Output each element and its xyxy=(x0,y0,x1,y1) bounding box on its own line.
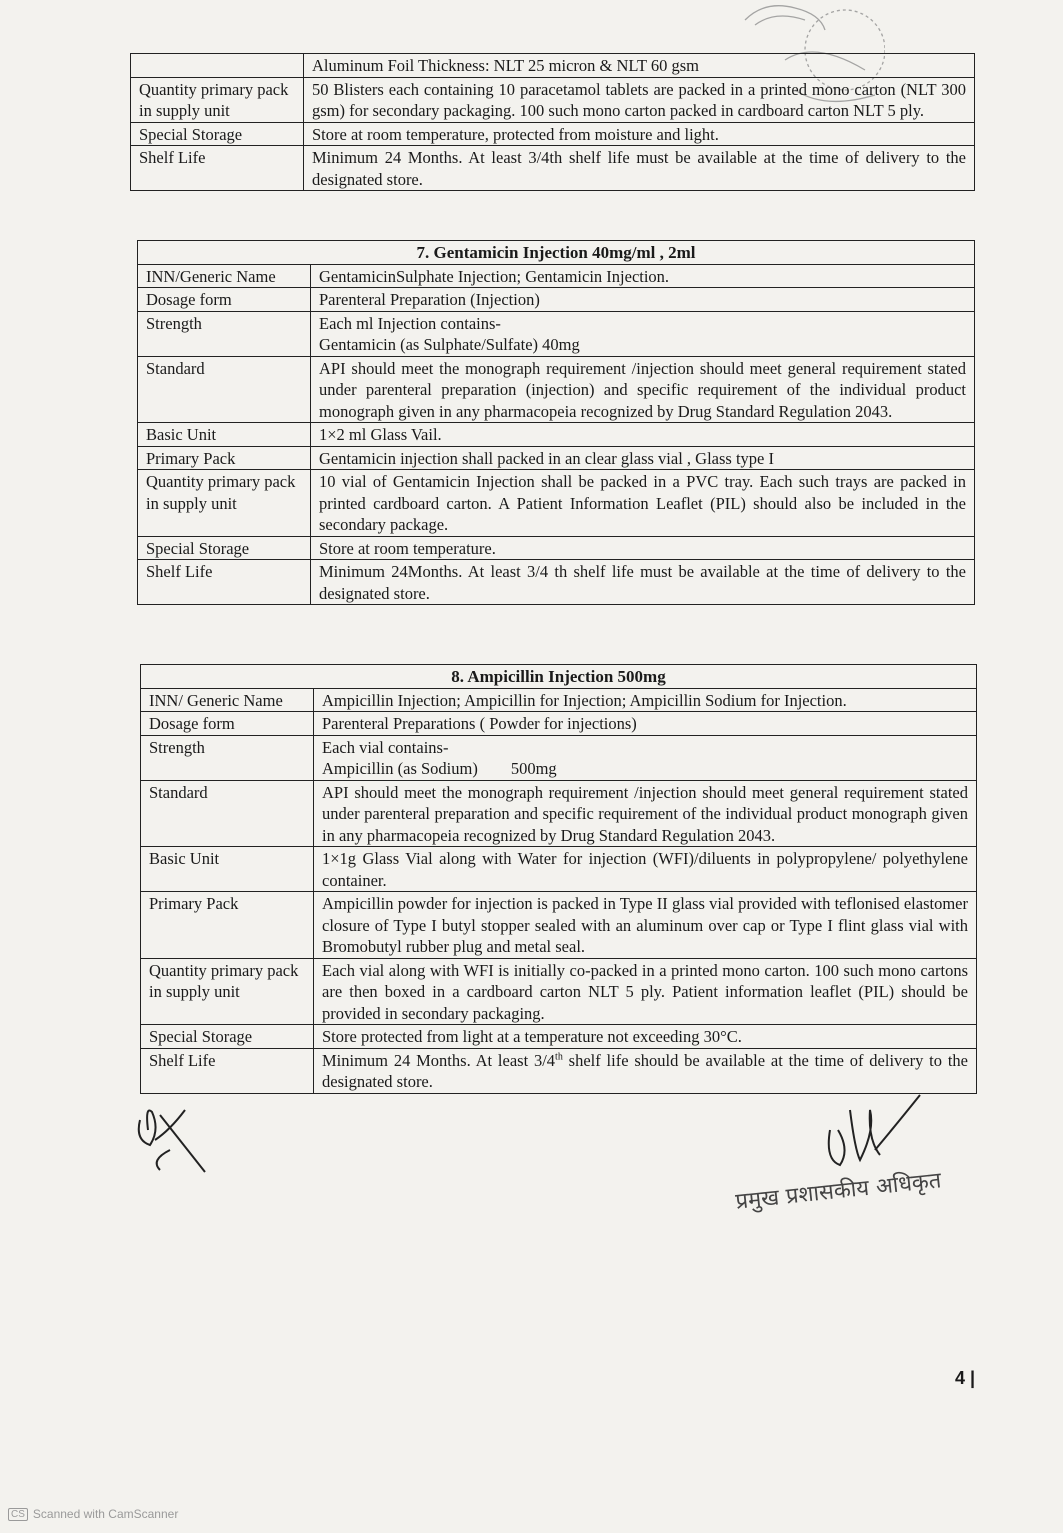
row-value: Store at room temperature. xyxy=(311,536,975,560)
row-value-line2: Gentamicin (as Sulphate/Sulfate) 40mg xyxy=(319,335,580,354)
row-key: Primary Pack xyxy=(138,446,311,470)
table-row xyxy=(141,712,977,736)
row-key: Basic Unit xyxy=(141,847,314,892)
row-value: 1×2 ml Glass Vail. xyxy=(311,423,975,447)
page-number: 4 | xyxy=(955,1368,976,1388)
row-key: Primary Pack xyxy=(141,892,314,959)
left-signature-icon xyxy=(130,1100,220,1180)
table-title-row xyxy=(141,665,977,689)
row-key: Dosage form xyxy=(138,288,311,312)
row-key: Dosage form xyxy=(141,712,314,736)
row-value: GentamicinSulphate Injection; Gentamicin Injection. xyxy=(311,264,975,288)
table-row xyxy=(141,735,977,780)
table-title-row xyxy=(138,241,975,265)
row-value: 10 vial of Gentamicin Injection shall be packed in a PVC tray. Each such trays are packed in printed cardboard carton. A Patient Information Leaflet (PIL) should also be included in the secondary package. xyxy=(311,470,975,537)
table-row xyxy=(131,122,975,146)
row-key: Standard xyxy=(141,780,314,847)
ampicillin-spec-table xyxy=(140,664,977,1094)
table-row xyxy=(138,560,975,605)
row-value: Ampicillin Injection; Ampicillin for Injection; Ampicillin Sodium for Injection. xyxy=(314,688,977,712)
row-key: Shelf Life xyxy=(138,560,311,605)
row-key: Quantity primary pack in supply unit xyxy=(141,958,314,1025)
row-key: Strength xyxy=(138,311,311,356)
table-row xyxy=(141,892,977,959)
gentamicin-spec-table xyxy=(137,240,975,605)
row-value: API should meet the monograph requirement /injection should meet general requirement stated under parenteral preparation and specific requirement of the individual product monograph given in any pharmacopeia recognized by Drug Standard Regulation 2043. xyxy=(314,780,977,847)
row-value: Minimum 24Months. At least 3/4 th shelf life must be available at the time of delivery to the designated store. xyxy=(311,560,975,605)
row-key: Quantity primary pack in supply unit xyxy=(131,77,304,122)
table-row xyxy=(141,847,977,892)
row-value: Each vial along with WFI is initially co-packed in a printed mono carton. 100 such mono cartons are then boxed in a cardboard carton NLT 5 ply. Patient information leaflet (PIL) should be provided in secondary packaging. xyxy=(314,958,977,1025)
row-key: Basic Unit xyxy=(138,423,311,447)
row-key: INN/ Generic Name xyxy=(141,688,314,712)
table-row xyxy=(138,288,975,312)
table-row xyxy=(138,536,975,560)
table-row xyxy=(138,423,975,447)
table-title: 8. Ampicillin Injection 500mg xyxy=(141,665,977,689)
table-row xyxy=(131,146,975,191)
row-key: Strength xyxy=(141,735,314,780)
table-row xyxy=(138,446,975,470)
camscanner-footer xyxy=(8,1507,178,1521)
officer-signature-text: प्रमुख प्रशासकीय अधिकृत xyxy=(734,1168,943,1215)
row-key: Standard xyxy=(138,356,311,423)
table-row xyxy=(141,1048,977,1093)
table-row xyxy=(131,54,975,78)
row-key: INN/Generic Name xyxy=(138,264,311,288)
table-row xyxy=(141,688,977,712)
row-value: Aluminum Foil Thickness: NLT 25 micron & NLT 60 gsm xyxy=(304,54,975,78)
row-value: Store at room temperature, protected from moisture and light. xyxy=(304,122,975,146)
row-key: Special Storage xyxy=(141,1025,314,1049)
row-value: Gentamicin injection shall packed in an clear glass vial , Glass type I xyxy=(311,446,975,470)
row-value: Ampicillin powder for injection is packed in Type II glass vial provided with teflonised elastomer closure of Type I butyl stopper sealed with an aluminum over cap or Type I flint glass vial with Bromobutyl rubber plug and metal seal. xyxy=(314,892,977,959)
row-value: Parenteral Preparation (Injection) xyxy=(311,288,975,312)
table-row xyxy=(138,264,975,288)
table-row xyxy=(141,780,977,847)
row-key: Shelf Life xyxy=(131,146,304,191)
row-value: Minimum 24 Months. At least 3/4th shelf life must be available at the time of delivery to the designated store. xyxy=(304,146,975,191)
table-row xyxy=(131,77,975,122)
row-value: Parenteral Preparations ( Powder for injections) xyxy=(314,712,977,736)
table-row xyxy=(138,356,975,423)
row-value: Each vial contains- xyxy=(322,737,449,757)
camscanner-logo: CS xyxy=(8,1508,28,1521)
table-row xyxy=(138,470,975,537)
row-key: Shelf Life xyxy=(141,1048,314,1093)
table-row xyxy=(141,958,977,1025)
row-key: Quantity primary pack in supply unit xyxy=(138,470,311,537)
table-row xyxy=(138,311,975,356)
row-value: API should meet the monograph requirement /injection should meet general requirement stated under parenteral preparation (injection) and specific requirement of the individual product monograph given in any pharmacopeia recognized by Drug Standard Regulation 2043. xyxy=(311,356,975,423)
row-key: Special Storage xyxy=(131,122,304,146)
camscanner-text: Scanned with CamScanner xyxy=(32,1507,179,1521)
row-key: Special Storage xyxy=(138,536,311,560)
row-key xyxy=(131,54,304,78)
row-value: Store protected from light at a temperature not exceeding 30°C. xyxy=(314,1025,977,1049)
table-row xyxy=(141,1025,977,1049)
row-value: 50 Blisters each containing 10 paracetamol tablets are packed in a printed mono carton (NLT 300 gsm) for secondary packaging. 100 such mono carton packed in cardboard carton NLT 5 ply. xyxy=(304,77,975,122)
row-value: 1×1g Glass Vial along with Water for injection (WFI)/diluents in polypropylene/ polyethylene container. xyxy=(314,847,977,892)
row-value: Each ml Injection contains- xyxy=(319,313,501,333)
paracetamol-spec-table xyxy=(130,53,975,191)
table-title: 7. Gentamicin Injection 40mg/ml , 2ml xyxy=(138,241,975,265)
row-value-line2: Ampicillin (as Sodium) 500mg xyxy=(322,759,557,778)
row-value: Minimum 24 Months. At least 3/4th shelf life should be available at the time of delivery to the designated store. xyxy=(314,1048,977,1093)
